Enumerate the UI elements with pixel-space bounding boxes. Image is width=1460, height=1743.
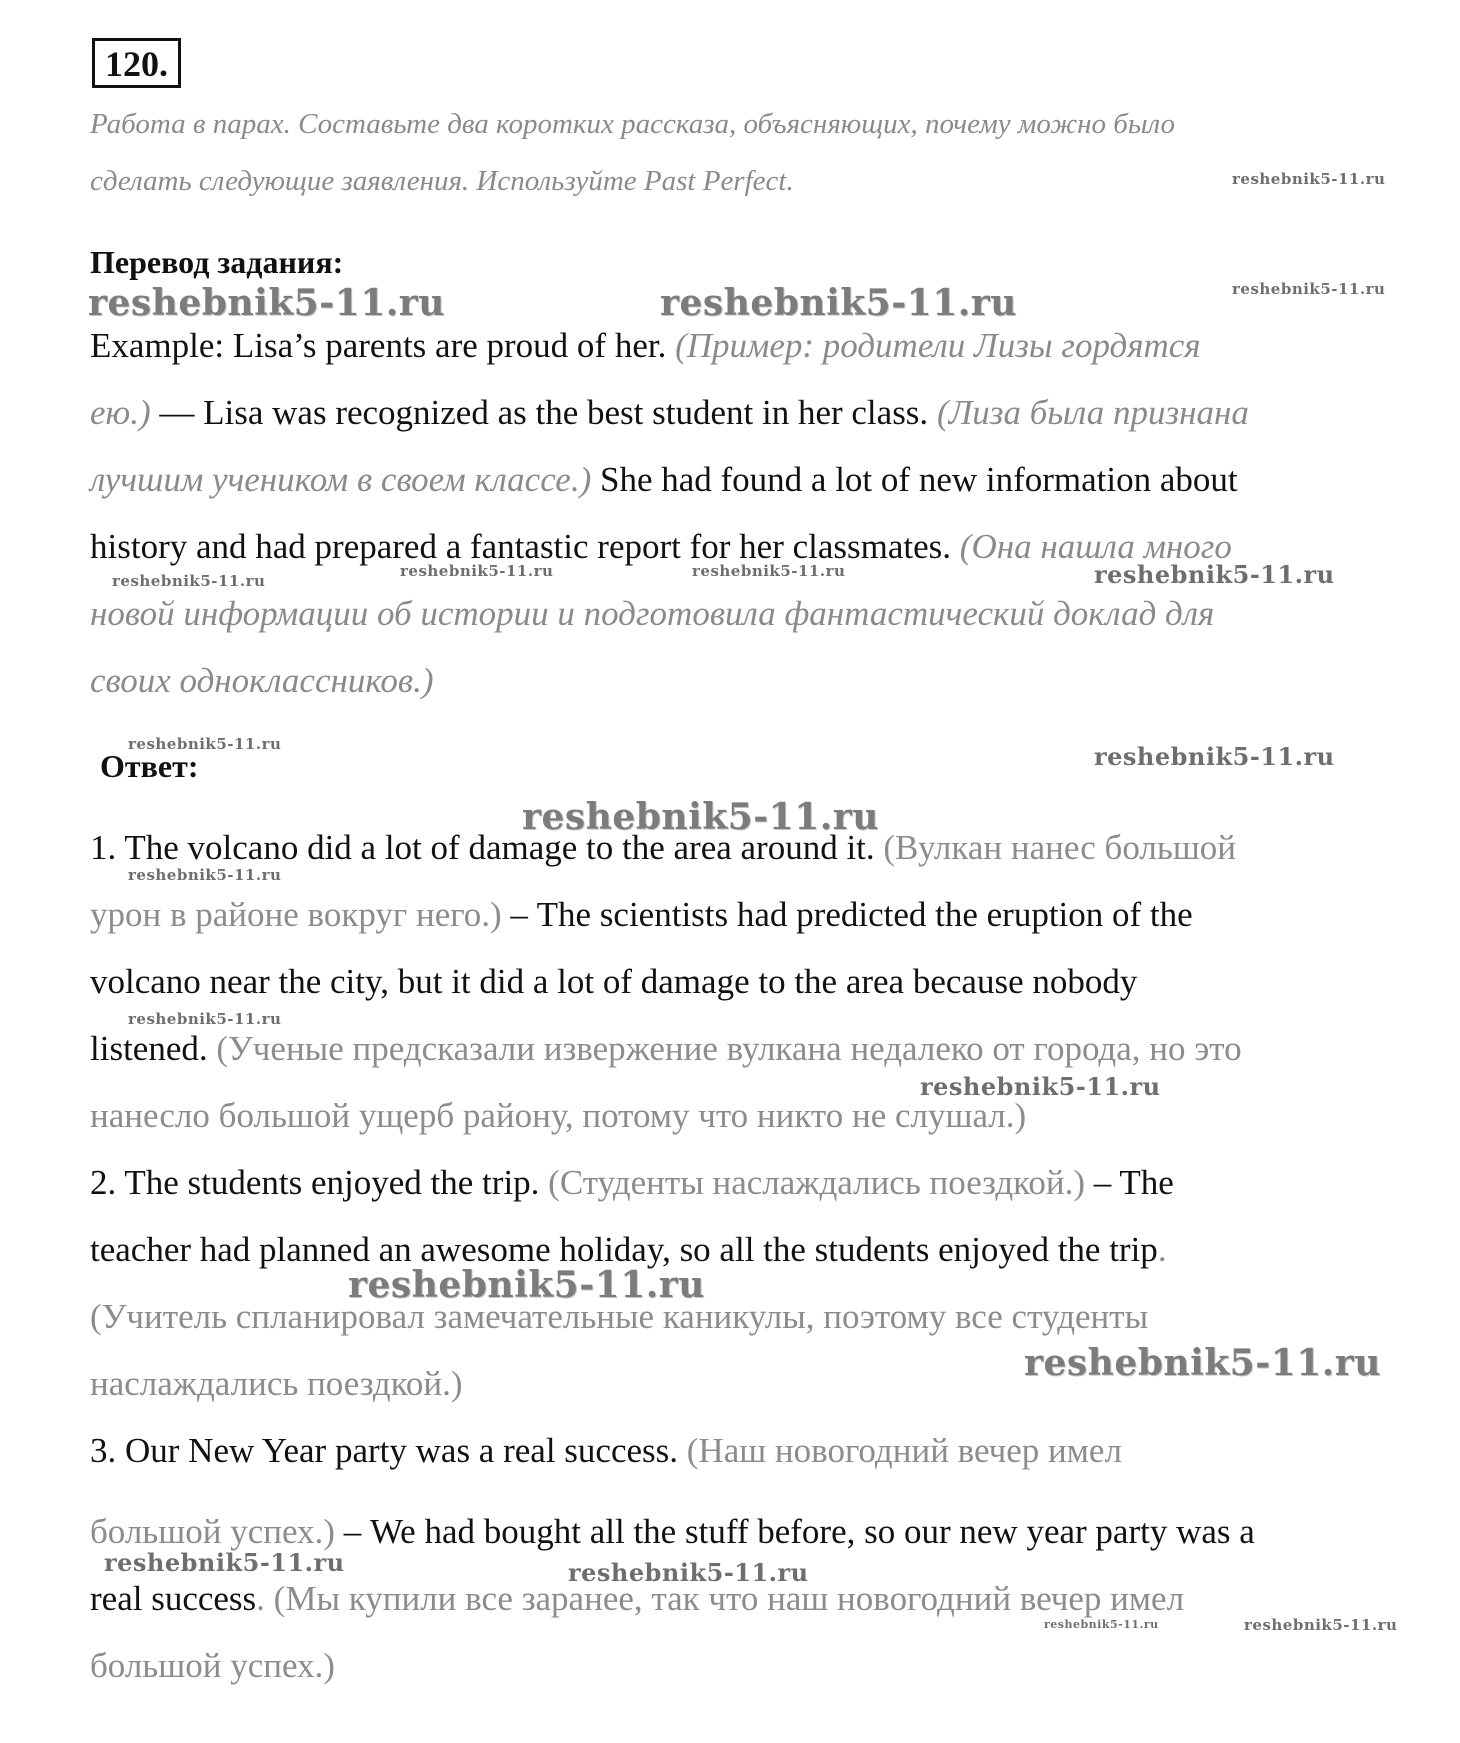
answer-ru: (Вулкан нанес большой bbox=[883, 828, 1237, 867]
answer-ru: . (Мы купили все заранее, так что наш новогодний вечер имел bbox=[256, 1579, 1185, 1618]
example-ru: (Пример: родители Лизы гордятся bbox=[675, 326, 1201, 365]
watermark: reshebnik5-11.ru bbox=[920, 1072, 1161, 1101]
watermark: reshebnik5-11.ru bbox=[128, 866, 282, 884]
task-line-1: Работа в парах. Составьте два коротких рассказа, объясняющих, почему можно было bbox=[90, 108, 1175, 140]
answer-dot: . bbox=[1157, 1230, 1167, 1269]
example-line-4 bbox=[90, 527, 1232, 567]
watermark: reshebnik5-11.ru bbox=[1094, 560, 1335, 589]
answer-2-line-1 bbox=[90, 1163, 1174, 1203]
translation-header: Перевод задания: bbox=[90, 244, 344, 280]
answer-1-line-4 bbox=[90, 1029, 1242, 1069]
answer-en: – The scientists had predicted the eruption of the bbox=[510, 895, 1193, 934]
answer-en: – The bbox=[1093, 1163, 1174, 1202]
watermark: reshebnik5-11.ru bbox=[660, 282, 1017, 324]
watermark: reshebnik5-11.ru bbox=[1044, 1618, 1159, 1631]
answer-en: real success bbox=[90, 1579, 257, 1618]
watermark: reshebnik5-11.ru bbox=[400, 562, 554, 580]
watermark: reshebnik5-11.ru bbox=[692, 562, 846, 580]
example-line-3 bbox=[90, 460, 1238, 500]
watermark: reshebnik5-11.ru bbox=[112, 572, 266, 590]
answer-en: 2. The students enjoyed the trip. bbox=[90, 1163, 540, 1202]
answer-3-line-2 bbox=[90, 1512, 1255, 1552]
example-en: Example: Lisa’s parents are proud of her. bbox=[90, 326, 667, 365]
watermark: reshebnik5-11.ru bbox=[1232, 280, 1386, 298]
answer-ru: урон в районе вокруг него.) bbox=[90, 895, 502, 934]
watermark: reshebnik5-11.ru bbox=[104, 1548, 345, 1577]
answer-en: 3. Our New Year party was a real success. bbox=[90, 1431, 679, 1470]
answer-ru: большой успех.) bbox=[90, 1512, 335, 1551]
answer-ru: (Ученые предсказали извержение вулкана недалеко от города, но это bbox=[216, 1029, 1242, 1068]
answer-2-line-4: наслаждались поездкой.) bbox=[90, 1364, 463, 1403]
answer-en: 1. The volcano did a lot of damage to the area around it. bbox=[90, 828, 875, 867]
example-line-2 bbox=[90, 393, 1249, 433]
watermark: reshebnik5-11.ru bbox=[1244, 1616, 1398, 1634]
example-en: She had found a lot of new information about bbox=[599, 460, 1238, 499]
example-ru: (Она нашла много bbox=[959, 527, 1232, 566]
answer-3-line-4: большой успех.) bbox=[90, 1646, 335, 1685]
answer-ru: (Наш новогодний вечер имел bbox=[686, 1431, 1122, 1470]
watermark: reshebnik5-11.ru bbox=[88, 282, 445, 324]
answer-en: teacher had planned an awesome holiday, so all the students enjoyed the trip bbox=[90, 1230, 1158, 1269]
answer-1-line-2 bbox=[90, 895, 1193, 935]
example-ru: ею.) bbox=[90, 393, 151, 432]
example-ru: (Лиза была признана bbox=[936, 393, 1249, 432]
answer-3-line-1 bbox=[90, 1431, 1122, 1471]
watermark: reshebnik5-11.ru bbox=[348, 1264, 705, 1306]
example-line-1 bbox=[90, 326, 1201, 366]
watermark: reshebnik5-11.ru bbox=[1094, 742, 1335, 771]
exercise-number: 120. bbox=[92, 38, 181, 88]
watermark: reshebnik5-11.ru bbox=[568, 1558, 809, 1587]
answer-2-line-3: (Учитель спланировал замечательные каникулы, поэтому все студенты bbox=[90, 1297, 1149, 1336]
watermark: reshebnik5-11.ru bbox=[1024, 1342, 1381, 1384]
watermark: reshebnik5-11.ru bbox=[128, 1010, 282, 1028]
watermark: reshebnik5-11.ru bbox=[522, 796, 879, 838]
answer-en: listened. bbox=[90, 1029, 208, 1068]
example-line-5: новой информации об истории и подготовила фантастический доклад для bbox=[90, 594, 1215, 633]
task-line-2: сделать следующие заявления. Используйте Past Perfect. bbox=[90, 165, 794, 197]
answer-ru: (Студенты наслаждались поездкой.) bbox=[548, 1163, 1086, 1202]
answer-1-line-3: volcano near the city, but it did a lot of damage to the area because nobody bbox=[90, 962, 1138, 1001]
watermark: reshebnik5-11.ru bbox=[128, 735, 282, 753]
example-en: history and had prepared a fantastic report for her classmates. bbox=[90, 527, 952, 566]
watermark: reshebnik5-11.ru bbox=[1232, 170, 1386, 188]
example-en: — Lisa was recognized as the best student in her class. bbox=[150, 393, 929, 432]
answer-en: – We had bought all the stuff before, so our new year party was a bbox=[343, 1512, 1255, 1551]
example-line-6: своих одноклассников.) bbox=[90, 661, 434, 700]
answer-1-line-5: нанесло большой ущерб району, потому что никто не слушал.) bbox=[90, 1096, 1027, 1135]
answer-header: Ответ: bbox=[100, 748, 199, 784]
example-ru: лучшим учеником в своем классе.) bbox=[90, 460, 592, 499]
